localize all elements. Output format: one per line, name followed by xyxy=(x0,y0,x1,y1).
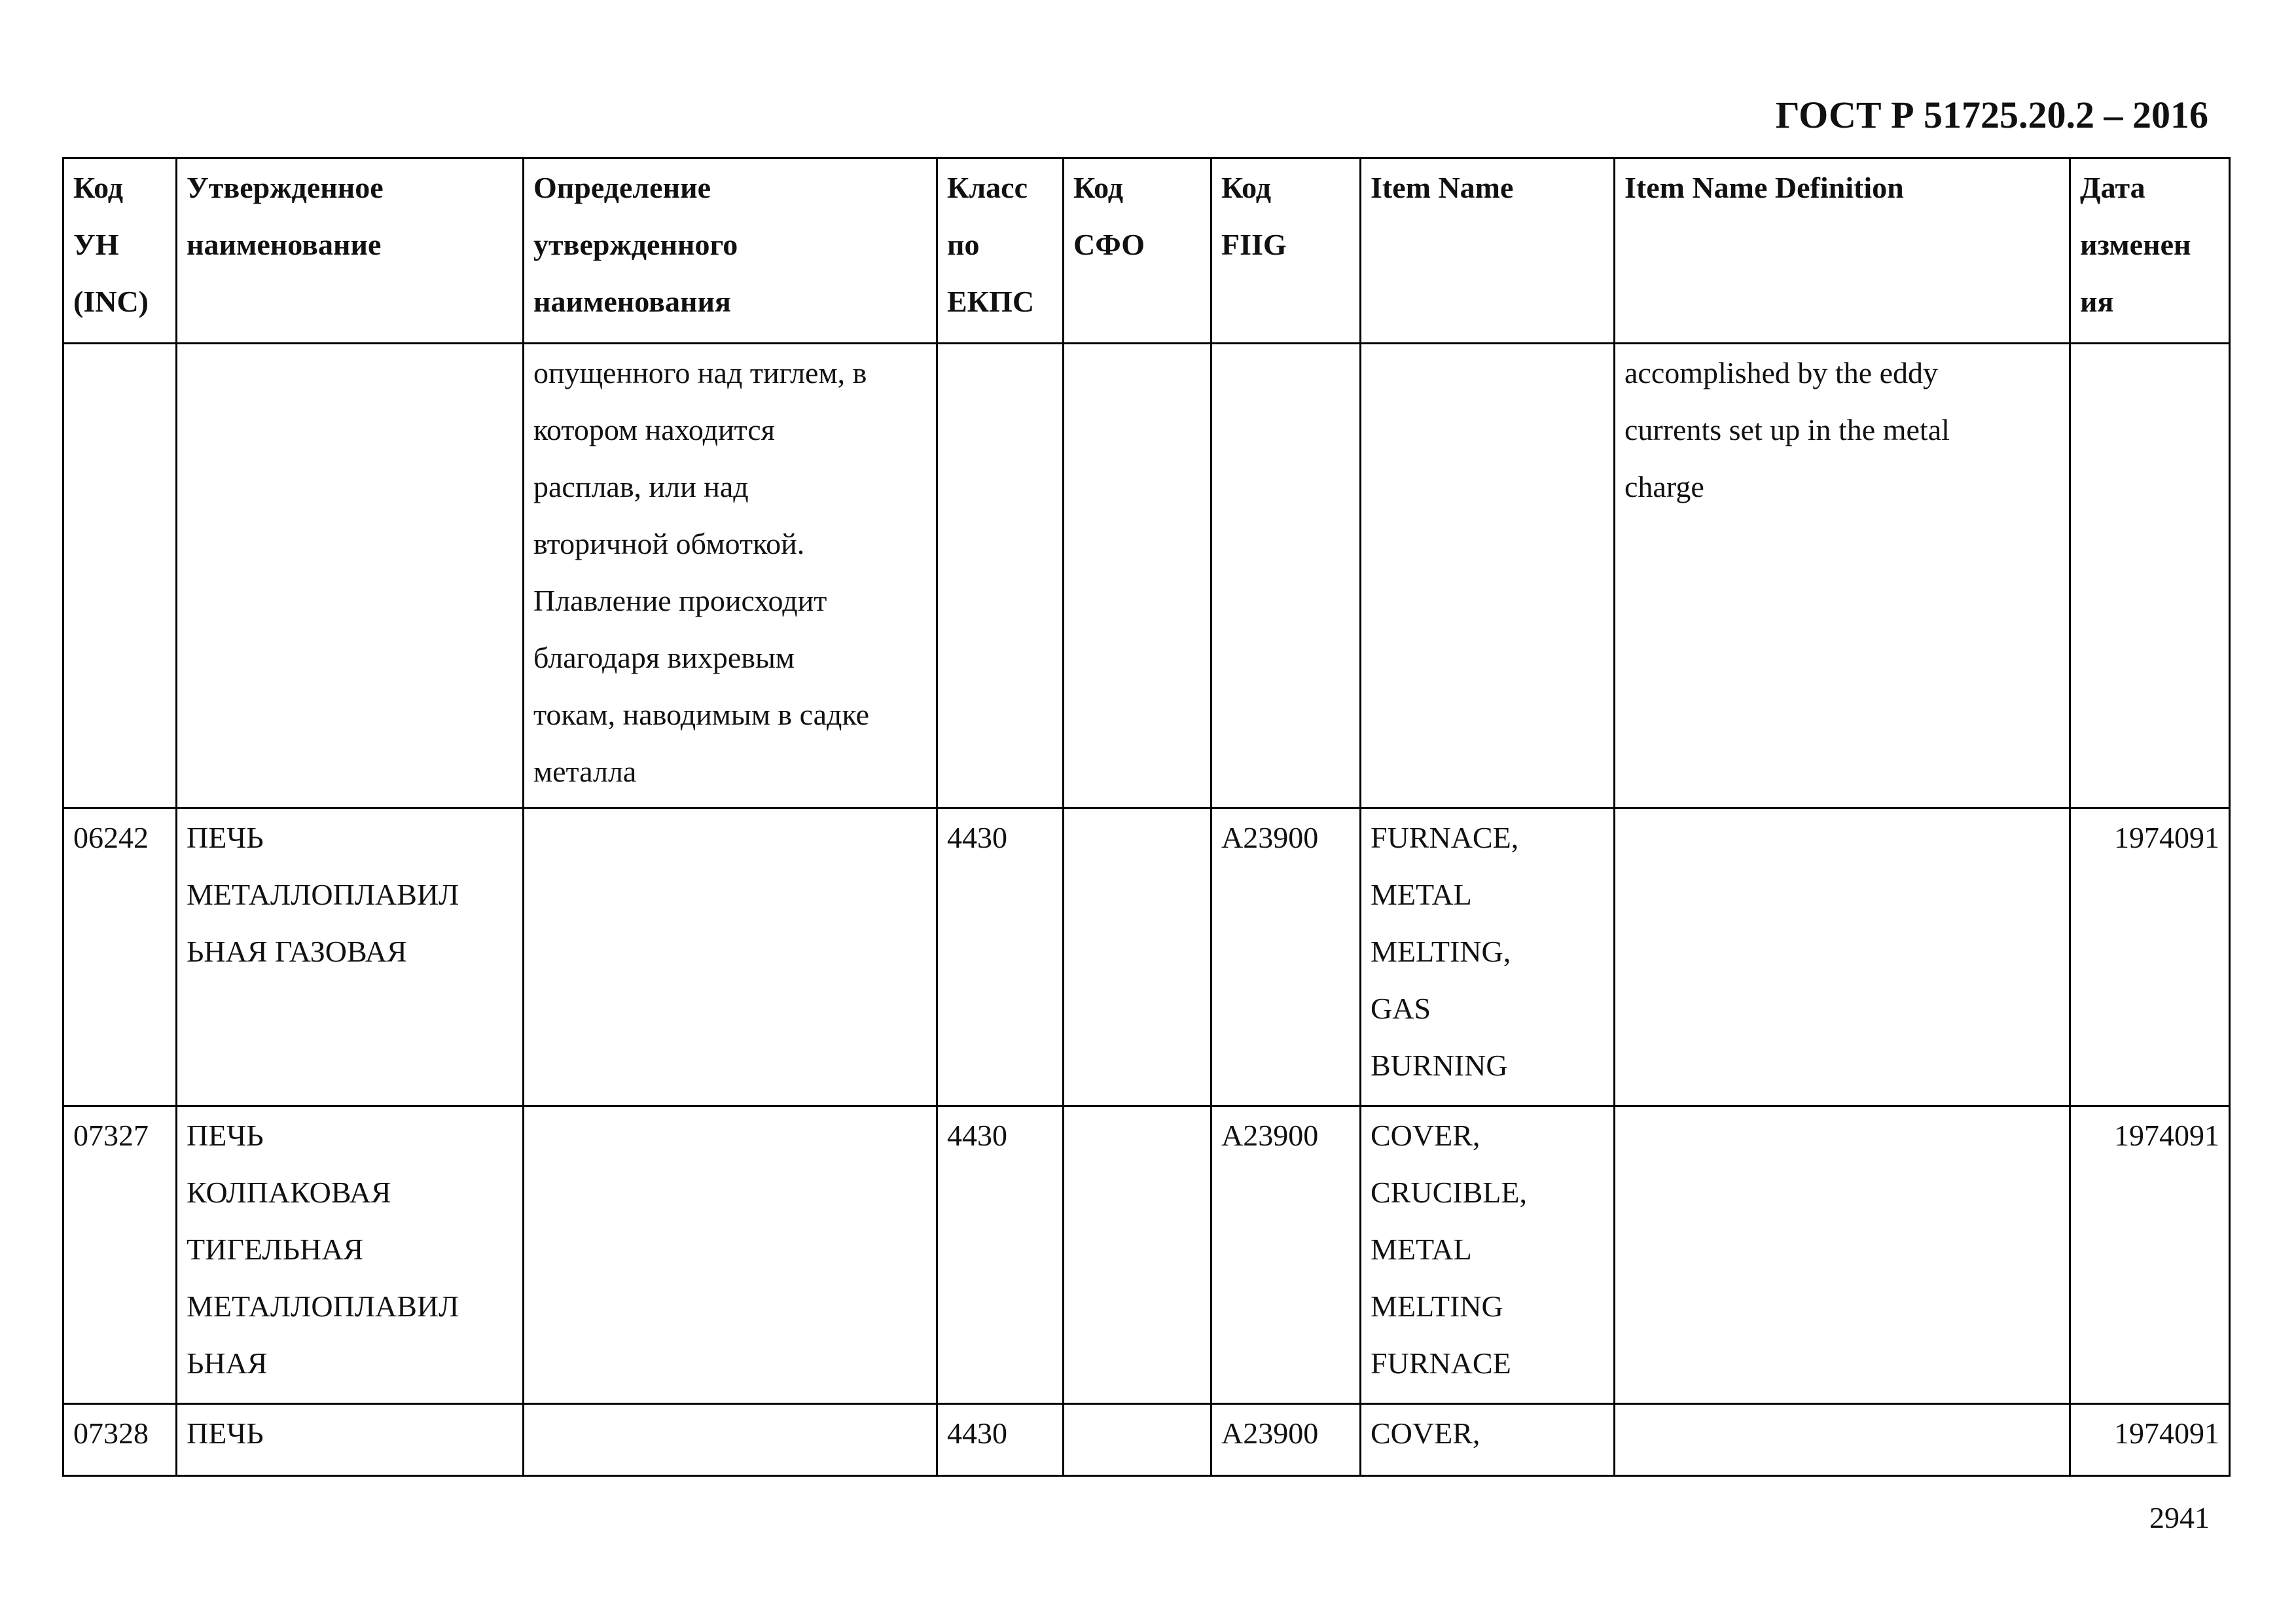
cell-approved-name: ПЕЧЬ xyxy=(177,1404,524,1476)
column-header-sfo: Код СФО xyxy=(1064,158,1211,344)
cell-class: 4430 xyxy=(937,808,1064,1106)
cell-inc: 07327 xyxy=(63,1106,177,1404)
column-header-change-date: Дата изменен ия xyxy=(2070,158,2230,344)
column-header-class: Класс по ЕКПС xyxy=(937,158,1064,344)
cell-fiig: A23900 xyxy=(1211,1106,1361,1404)
cell-item-name-definition xyxy=(1615,1404,2070,1476)
cell-change-date xyxy=(2070,344,2230,808)
table-row xyxy=(63,1404,2230,1476)
cell-item-name xyxy=(1361,344,1615,808)
cell-item-name-definition: accomplished by the eddy currents set up in the metal charge xyxy=(1615,344,2070,808)
items-table xyxy=(62,157,2231,1477)
cell-item-name: FURNACE, METAL MELTING, GAS BURNING xyxy=(1361,808,1615,1106)
cell-definition xyxy=(524,1404,937,1476)
table-header-row xyxy=(63,158,2230,344)
cell-inc xyxy=(63,344,177,808)
column-header-fiig: Код FIIG xyxy=(1211,158,1361,344)
column-header-approved-name: Утвержденное наименование xyxy=(177,158,524,344)
document-title: ГОСТ Р 51725.20.2 – 2016 xyxy=(1775,94,2208,136)
cell-definition xyxy=(524,808,937,1106)
cell-approved-name xyxy=(177,344,524,808)
cell-change-date: 1974091 xyxy=(2070,1106,2230,1404)
cell-definition xyxy=(524,1106,937,1404)
cell-approved-name: ПЕЧЬ МЕТАЛЛОПЛАВИЛ ЬНАЯ ГАЗОВАЯ xyxy=(177,808,524,1106)
column-header-item-name-definition: Item Name Definition xyxy=(1615,158,2070,344)
table-row xyxy=(63,808,2230,1106)
cell-definition: опущенного над тиглем, в котором находится расплав, или над вторичной обмоткой. Плавление происходит благодаря вихревым токам, наводимым в садке металла xyxy=(524,344,937,808)
column-header-item-name: Item Name xyxy=(1361,158,1615,344)
cell-sfo xyxy=(1064,808,1211,1106)
cell-fiig: A23900 xyxy=(1211,1404,1361,1476)
cell-item-name: COVER, CRUCIBLE, METAL MELTING FURNACE xyxy=(1361,1106,1615,1404)
cell-class: 4430 xyxy=(937,1404,1064,1476)
cell-change-date: 1974091 xyxy=(2070,808,2230,1106)
cell-sfo xyxy=(1064,1106,1211,1404)
cell-inc: 07328 xyxy=(63,1404,177,1476)
cell-class xyxy=(937,344,1064,808)
cell-sfo xyxy=(1064,344,1211,808)
cell-sfo xyxy=(1064,1404,1211,1476)
column-header-definition: Определение утвержденного наименования xyxy=(524,158,937,344)
cell-approved-name: ПЕЧЬ КОЛПАКОВАЯ ТИГЕЛЬНАЯ МЕТАЛЛОПЛАВИЛ ЬНАЯ xyxy=(177,1106,524,1404)
table-row xyxy=(63,1106,2230,1404)
cell-item-name-definition xyxy=(1615,808,2070,1106)
cell-item-name-definition xyxy=(1615,1106,2070,1404)
cell-class: 4430 xyxy=(937,1106,1064,1404)
page-number: 2941 xyxy=(2149,1501,2210,1534)
cell-inc: 06242 xyxy=(63,808,177,1106)
cell-fiig: A23900 xyxy=(1211,808,1361,1106)
cell-change-date: 1974091 xyxy=(2070,1404,2230,1476)
cell-item-name: COVER, xyxy=(1361,1404,1615,1476)
cell-fiig xyxy=(1211,344,1361,808)
column-header-inc: Код УН (INC) xyxy=(63,158,177,344)
table-row xyxy=(63,344,2230,808)
